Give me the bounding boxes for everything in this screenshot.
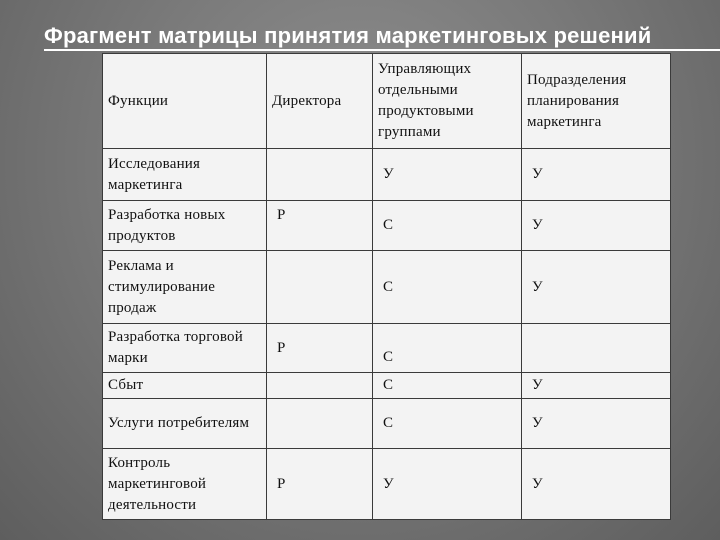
managers-cell: С (373, 399, 522, 449)
decision-matrix-table (102, 53, 671, 520)
table-row (103, 149, 671, 201)
directors-cell: Р (267, 449, 373, 520)
planning-cell (522, 324, 671, 373)
function-cell: Исследования маркетинга (103, 149, 267, 201)
directors-cell (267, 373, 373, 399)
managers-cell: С (373, 201, 522, 251)
directors-cell (267, 251, 373, 324)
title-underline (44, 49, 720, 51)
planning-cell: У (522, 201, 671, 251)
planning-cell: У (522, 149, 671, 201)
managers-cell: У (373, 149, 522, 201)
header-planning-department: Подразделения планирования маркетинга (522, 54, 671, 149)
header-functions: Функции (103, 54, 267, 149)
managers-cell: С (373, 324, 522, 373)
function-cell: Сбыт (103, 373, 267, 399)
planning-cell: У (522, 251, 671, 324)
header-directors: Директора (267, 54, 373, 149)
planning-cell: У (522, 373, 671, 399)
managers-cell: С (373, 251, 522, 324)
managers-cell: С (373, 373, 522, 399)
function-cell: Разработка новых продуктов (103, 201, 267, 251)
table-row (103, 324, 671, 373)
slide-title: Фрагмент матрицы принятия маркетинговых решений (44, 23, 652, 48)
planning-cell: У (522, 449, 671, 520)
function-cell: Реклама и стимулирование продаж (103, 251, 267, 324)
table-row (103, 201, 671, 251)
function-cell: Контроль маркетинговой деятельности (103, 449, 267, 520)
function-cell: Услуги потребителям (103, 399, 267, 449)
table-row (103, 449, 671, 520)
planning-cell: У (522, 399, 671, 449)
header-row (103, 54, 671, 149)
directors-cell (267, 149, 373, 201)
managers-cell: У (373, 449, 522, 520)
directors-cell: Р (267, 201, 373, 251)
table-row (103, 399, 671, 449)
directors-cell: Р (267, 324, 373, 373)
table-row (103, 251, 671, 324)
header-group-managers: Управляющих отдельными продуктовыми группами (373, 54, 522, 149)
function-cell: Разработка торговой марки (103, 324, 267, 373)
directors-cell (267, 399, 373, 449)
table-row (103, 373, 671, 399)
